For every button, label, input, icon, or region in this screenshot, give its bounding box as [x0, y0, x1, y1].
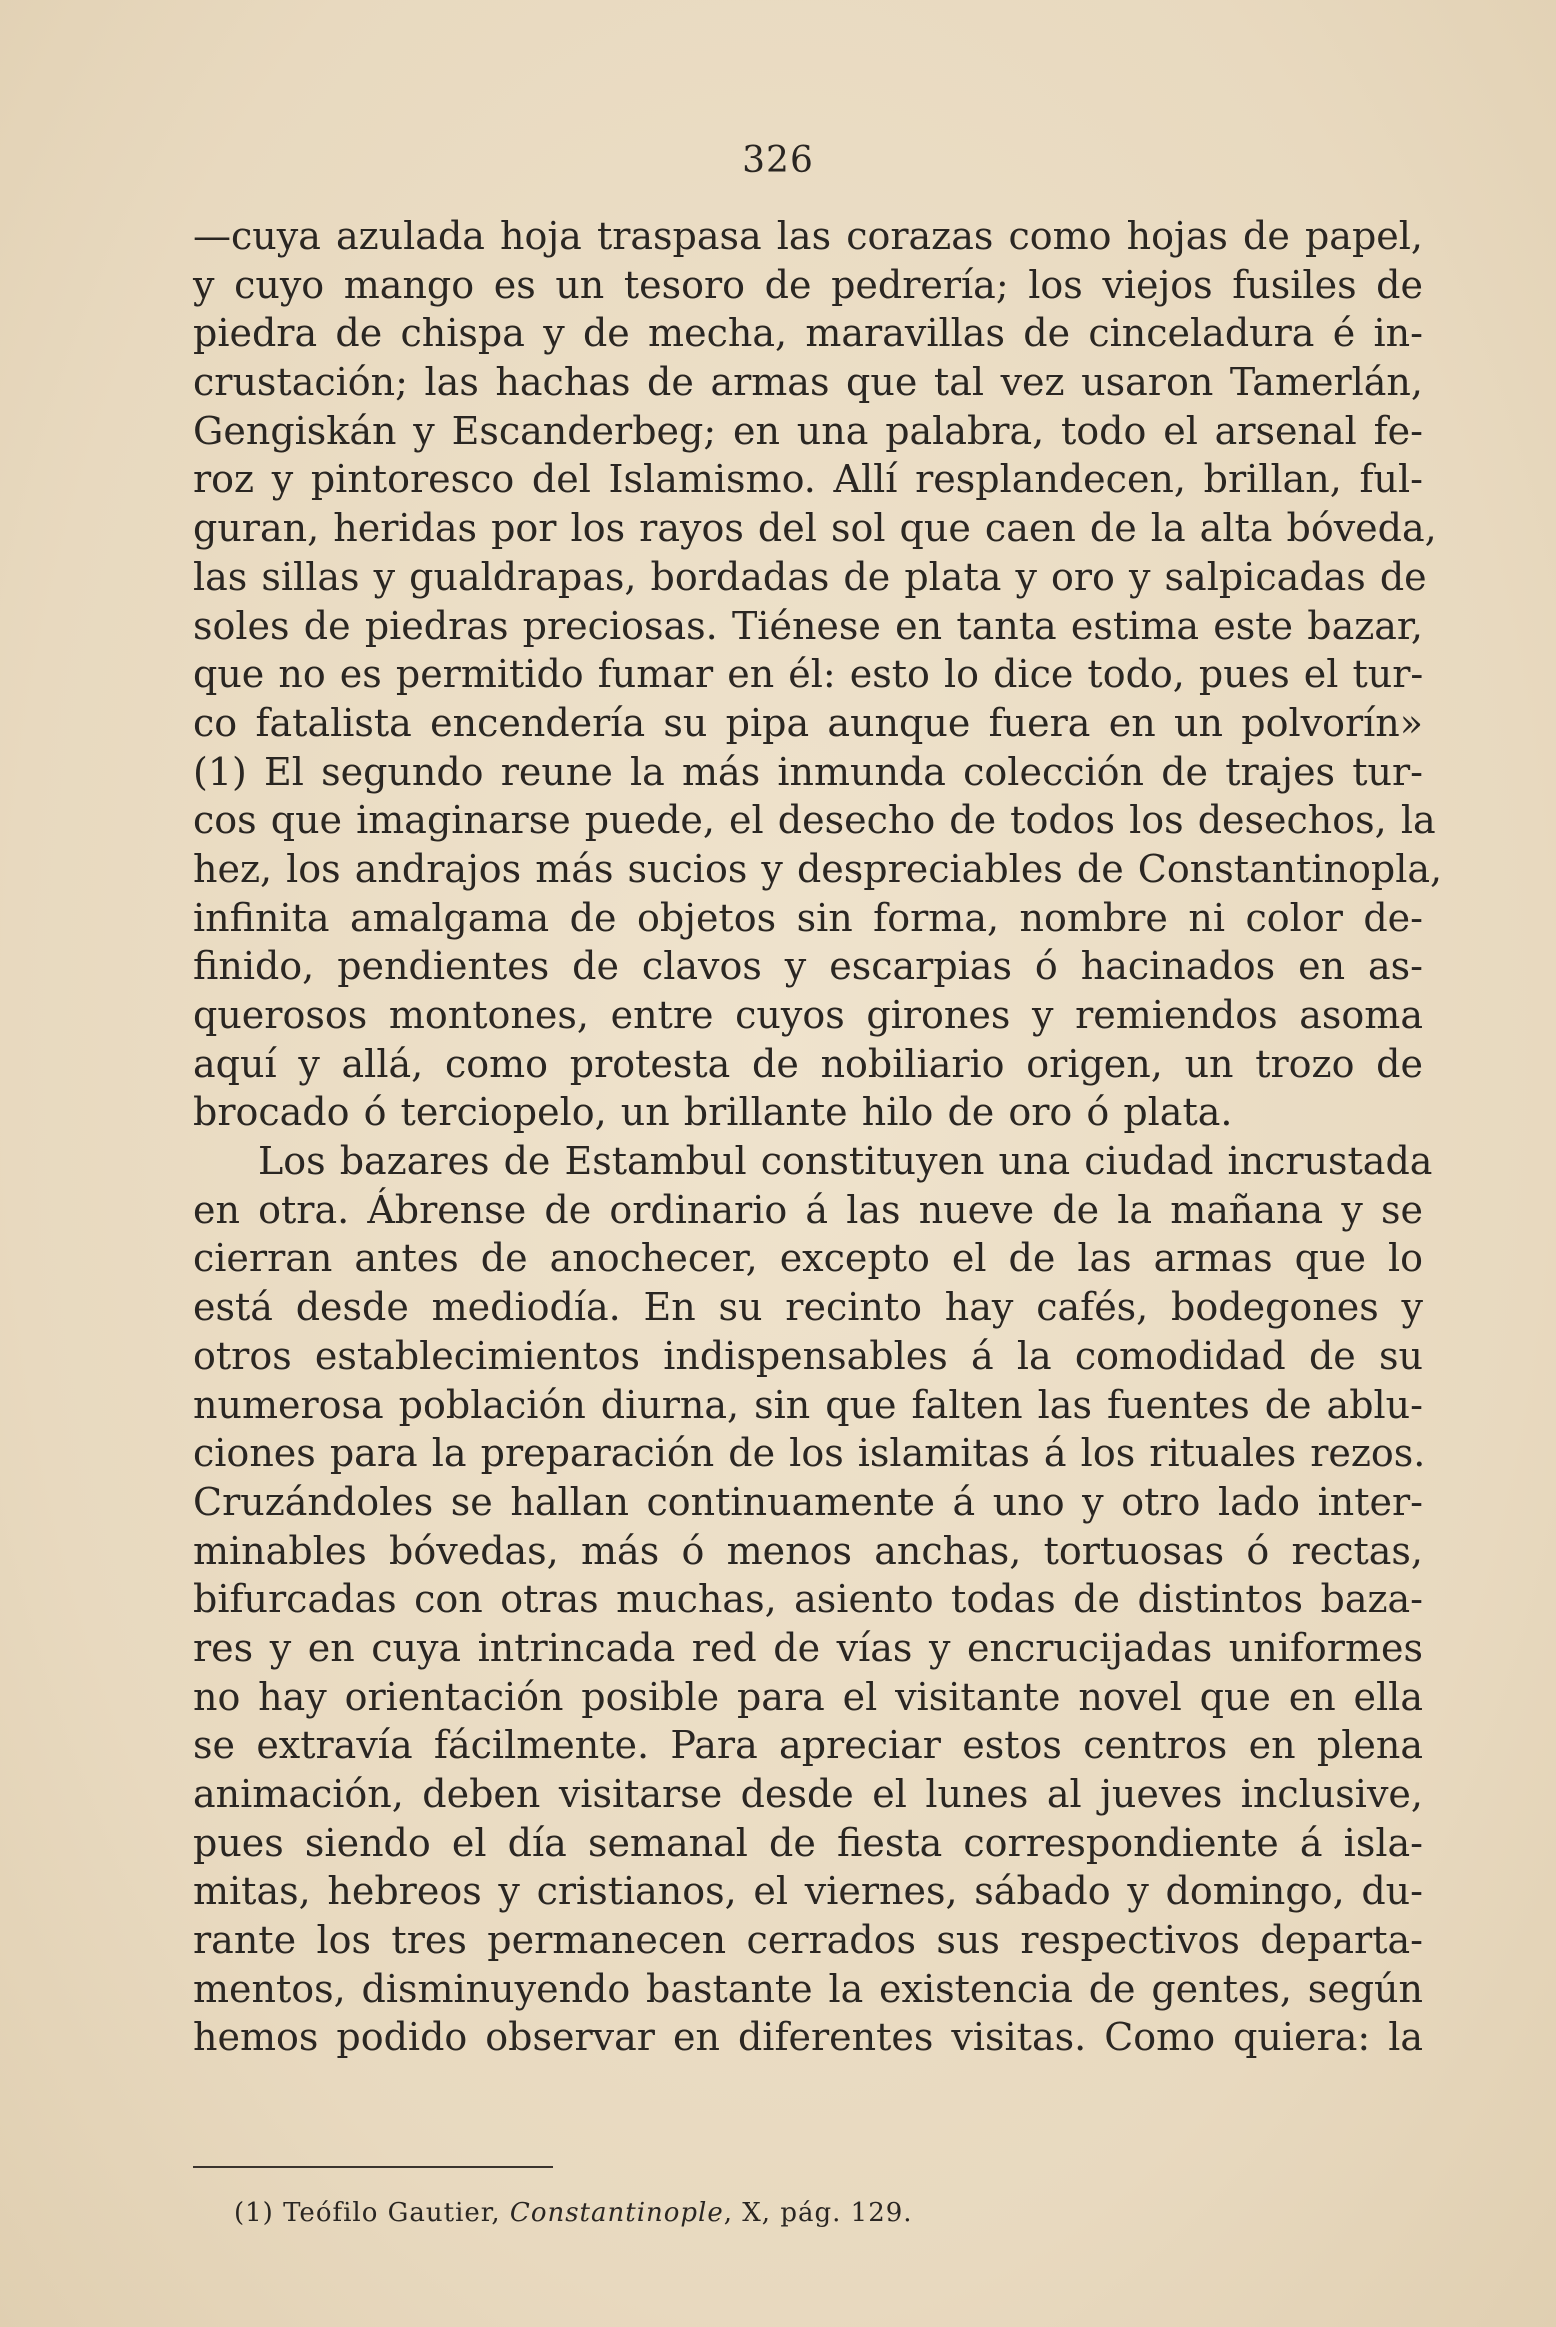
text-line: bifurcadas con otras muchas, asiento todas de distintos baza- [193, 1577, 1423, 1622]
text-line: en otra. Ábrense de ordinario á las nueve de la mañana y se [193, 1187, 1423, 1232]
footnote-title: Constantinople [509, 2198, 724, 2228]
text-line: res y en cuya intrincada red de vías y encrucijadas uniformes [193, 1625, 1423, 1670]
text-line: soles de piedras preciosas. Tiénese en tanta estima este bazar, [193, 603, 1423, 648]
text-line: co fatalista encendería su pipa aunque fuera en un polvorín» [193, 700, 1423, 745]
text-line: brocado ó terciopelo, un brillante hilo de oro ó plata. [193, 1090, 1233, 1135]
text-line: está desde mediodía. En su recinto hay cafés, bodegones y [193, 1285, 1423, 1330]
text-line: Los bazares de Estambul constituyen una ciudad incrustada [258, 1139, 1433, 1184]
text-line: —cuya azulada hoja traspasa las corazas como hojas de papel, [193, 214, 1423, 258]
text-line: aquí y allá, como protesta de nobiliario origen, un trozo de [193, 1041, 1423, 1086]
text-line: hemos podido observar en diferentes visitas. Como quiera: la [193, 2015, 1423, 2060]
text-line: numerosa población diurna, sin que falten las fuentes de ablu- [193, 1382, 1423, 1427]
body-text [193, 212, 1443, 2062]
text-line: otros establecimientos indispensables á la comodidad de su [193, 1333, 1423, 1378]
text-line: hez, los andrajos más sucios y despreciables de Constantinopla, [193, 846, 1443, 891]
text-line: rante los tres permanecen cerrados sus respectivos departa- [193, 1918, 1423, 1963]
text-line: ciones para la preparación de los islamitas á los rituales rezos. [193, 1431, 1426, 1476]
text-line: minables bóvedas, más ó menos anchas, tortuosas ó rectas, [193, 1528, 1423, 1573]
text-line: finido, pendientes de clavos y escarpias ó hacinados en as- [193, 944, 1423, 989]
text-line: se extravía fácilmente. Para apreciar estos centros en plena [193, 1723, 1423, 1768]
text-line: guran, heridas por los rayos del sol que caen de la alta bóveda, [193, 506, 1437, 551]
text-line: cierran antes de anochecer, excepto el de las armas que lo [193, 1236, 1423, 1281]
text-line: infinita amalgama de objetos sin forma, nombre ni color de- [193, 895, 1423, 940]
text-line: y cuyo mango es un tesoro de pedrería; los viejos fusiles de [193, 262, 1423, 307]
text-line: roz y pintoresco del Islamismo. Allí resplandecen, brillan, ful- [193, 457, 1423, 502]
footnote-rule [193, 2166, 553, 2168]
page-number: 326 [742, 140, 814, 181]
text-line: (1) El segundo reune la más inmunda colección de trajes tur- [193, 749, 1423, 794]
footnote [234, 2198, 913, 2228]
text-line: querosos montones, entre cuyos girones y remiendos asoma [193, 993, 1423, 1037]
text-line: piedra de chispa y de mecha, maravillas de cinceladura é in- [193, 311, 1423, 356]
text-line: animación, deben visitarse desde el lunes al jueves inclusive, [193, 1772, 1423, 1816]
footnote-marker: (1) [234, 2198, 274, 2228]
footnote-author: Teófilo Gautier, [283, 2198, 501, 2228]
text-line: las sillas y gualdrapas, bordadas de plata y oro y salpicadas de [193, 554, 1427, 599]
text-line: pues siendo el día semanal de fiesta correspondiente á isla- [193, 1820, 1423, 1865]
text-line: Gengiskán y Escanderbeg; en una palabra, todo el arsenal fe- [193, 408, 1423, 453]
text-line: crustación; las hachas de armas que tal vez usaron Tamerlán, [193, 360, 1423, 405]
text-line: mentos, disminuyendo bastante la existencia de gentes, según [193, 1966, 1423, 2011]
text-line: mitas, hebreos y cristianos, el viernes, sábado y domingo, du- [193, 1869, 1423, 1914]
text-line: que no es permitido fumar en él: esto lo dice todo, pues el tur- [193, 652, 1424, 697]
text-line: Cruzándoles se hallan continuamente á uno y otro lado inter- [193, 1479, 1423, 1524]
text-line: cos que imaginarse puede, el desecho de todos los desechos, la [193, 798, 1436, 843]
footnote-rest: , X, pág. 129. [723, 2198, 913, 2228]
text-line: no hay orientación posible para el visitante novel que en ella [193, 1674, 1423, 1719]
